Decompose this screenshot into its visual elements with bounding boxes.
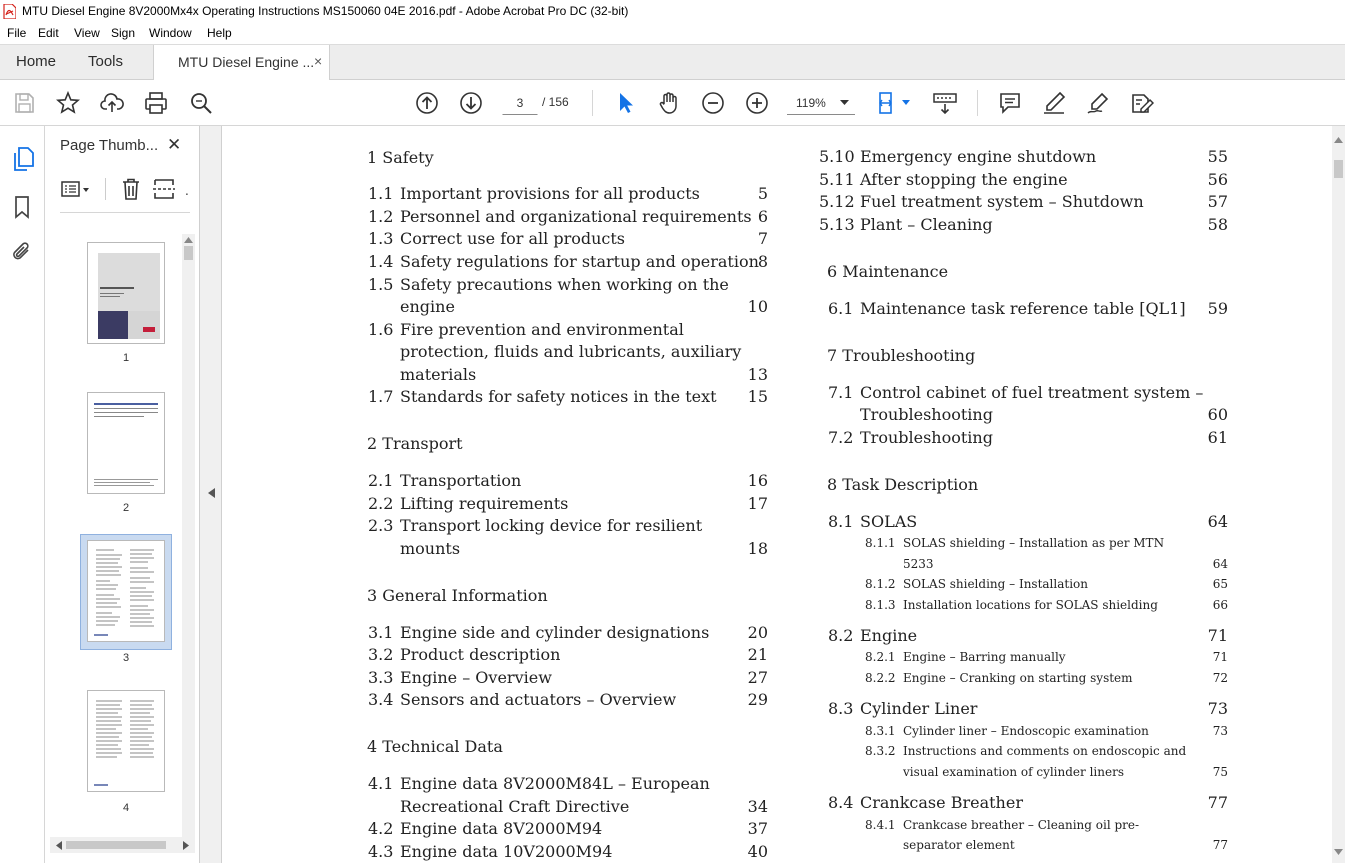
menu-edit[interactable]: Edit [38,26,59,40]
toc-entry-title[interactable]: Fire prevention and environmental [400,320,684,339]
toc-entry-title-continued[interactable]: materials [400,365,477,384]
scroll-right-icon[interactable] [183,841,189,850]
window-title: MTU Diesel Engine 8V2000Mx4x Operating Instructions MS150060 04E 2016.pdf - Adobe Acrobat Pro DC (32-bit) [22,4,629,18]
left-icon-rail [0,126,45,863]
toc-section-title: 1 Safety [367,148,434,167]
save-icon[interactable] [12,91,36,115]
toc-entry-number: 3.3 [368,668,394,687]
toc-subentry-number: 8.1.3 [865,598,896,612]
toc-entry-page[interactable]: 16 [747,471,768,490]
toc-entry-title[interactable]: Emergency engine shutdown [860,147,1097,166]
toc-entry-page[interactable]: 56 [1207,170,1228,189]
close-panel-icon[interactable]: ✕ [167,135,182,155]
toc-subentry-title-continued[interactable]: separator element [903,838,1015,852]
tab-document-label: MTU Diesel Engine ... [178,54,315,70]
toc-entry-page[interactable]: 61 [1207,428,1228,447]
thumbnails-vscrollbar[interactable] [182,234,195,837]
toc-entry-page[interactable]: 7 [757,229,768,248]
toc-subentry-number: 8.1.1 [865,536,896,550]
toc-entry-number: 4.1 [368,774,394,793]
toc-subentry-page[interactable]: 71 [1212,650,1228,664]
menu-window[interactable]: Window [149,26,192,40]
toc-subentry-page[interactable]: 75 [1212,765,1228,779]
toc-entry-number: 6.1 [828,299,854,318]
toc-entry-page[interactable]: 17 [747,494,768,513]
page-total: / 156 [542,95,569,109]
toc-subentry-page[interactable]: 72 [1212,671,1228,685]
page-thumbnail-3[interactable] [87,540,165,642]
toc-entry-number: 7.2 [828,428,854,447]
toc-entry-number: 5.11 [819,170,855,189]
comment-icon[interactable] [998,91,1022,115]
toolbar-divider [592,90,593,116]
toc-subentry-title[interactable]: Cylinder liner – Endoscopic examination [903,724,1149,738]
toc-subentry-title[interactable]: SOLAS shielding – Installation as per MTN [903,536,1165,550]
zoom-out-icon[interactable] [701,91,725,115]
toc-entry-number: 2.1 [368,471,394,490]
toc-subentry-page[interactable]: 77 [1212,838,1228,852]
toc-entry-title[interactable]: Engine – Overview [400,668,552,687]
thumbnail-options-icon[interactable] [61,180,91,198]
toc-entry-title[interactable]: SOLAS [860,512,918,531]
scroll-up-icon[interactable] [1334,137,1343,143]
page-thumbnail-1[interactable] [87,242,165,344]
toc-entry-title[interactable]: Engine side and cylinder designations [400,623,710,642]
toc-entry-number: 1.1 [368,184,394,203]
toc-entry-number: 5.10 [819,147,855,166]
toc-entry-title[interactable]: Engine data 10V2000M94 [400,842,613,861]
toc-entry-number: 8.2 [828,626,854,645]
toc-entry-page[interactable]: 15 [747,387,768,406]
toc-entry-title[interactable]: Cylinder Liner [860,699,978,718]
toc-subentry-title[interactable]: SOLAS shielding – Installation [903,577,1088,591]
hand-icon[interactable] [657,91,681,115]
toc-entry-title[interactable]: Troubleshooting [860,428,993,447]
sign-icon[interactable] [1086,91,1110,115]
thumbnails-title: Page Thumb... [60,137,159,154]
toc-entry-title[interactable]: Control cabinet of fuel treatment system – [860,383,1204,402]
panel-divider [105,178,106,200]
page-thumbnails-icon[interactable] [11,146,35,172]
highlight-icon[interactable] [1042,91,1066,115]
toc-entry-number: 5.13 [819,215,855,234]
toc-entry-number: 3.4 [368,690,394,709]
toc-subentry-title[interactable]: Engine – Barring manually [903,650,1066,664]
toc-entry-title[interactable]: Correct use for all products [400,229,626,248]
thumbnail-4-content [88,691,164,791]
page-thumbnail-4[interactable] [87,690,165,792]
title-bar [0,0,1345,24]
tab-home[interactable]: Home [16,53,57,70]
print-icon[interactable] [144,91,168,115]
toc-entry-title[interactable]: Crankcase Breather [860,793,1023,812]
thumbnail-label-1: 1 [122,352,130,364]
toc-entry-page[interactable]: 73 [1207,699,1228,718]
fit-page-icon[interactable] [876,91,900,115]
toc-entry-title[interactable]: Important provisions for all products [400,184,700,203]
toc-entry-page[interactable]: 13 [747,365,768,384]
toc-section-title: 2 Transport [367,434,463,453]
toc-subentry-number: 8.4.1 [865,818,896,832]
toc-subentry-number: 8.1.2 [865,577,896,591]
toc-entry-title-continued[interactable]: Recreational Craft Directive [400,797,630,816]
menu-sign[interactable]: Sign [111,26,136,40]
toc-entry-page[interactable]: 34 [747,797,768,816]
toc-entry-title[interactable]: Lifting requirements [400,494,569,513]
tab-document[interactable] [153,45,330,81]
toc-section-title: 7 Troubleshooting [827,346,976,365]
panel-splitter[interactable] [200,126,222,863]
toc-entry-number: 7.1 [828,383,854,402]
toc-entry-page[interactable]: 5 [757,184,768,203]
toc-subentry-title[interactable]: Crankcase breather – Cleaning oil pre- [903,818,1140,832]
toc-entry-title-continued[interactable]: engine [400,297,455,316]
toc-entry-page[interactable]: 77 [1207,793,1228,812]
menu-help[interactable]: Help [207,26,232,40]
toc-subentry-number: 8.3.2 [865,744,896,758]
menu-file[interactable]: File [7,26,27,40]
toc-entry-page[interactable]: 18 [747,539,768,558]
toc-entry-number: 3.1 [368,623,394,642]
upload-icon[interactable] [100,91,124,115]
toc-entry-number: 1.5 [368,275,394,294]
document-view[interactable] [222,126,1332,863]
toc-entry-number: 1.6 [368,320,394,339]
toc-entry-page[interactable]: 58 [1207,215,1228,234]
toc-section-title: 3 General Information [367,586,548,605]
toc-subentry-title[interactable]: Installation locations for SOLAS shielding [903,598,1158,612]
toc-subentry-number: 8.2.1 [865,650,896,664]
page-number-input[interactable]: 3 [502,91,538,115]
toc-entry-number: 1.3 [368,229,394,248]
toc-section-title: 8 Task Description [827,475,979,494]
toc-entry-page[interactable]: 37 [747,819,768,838]
scroll-mode-icon[interactable] [933,91,957,115]
toc-entry-title[interactable]: Fuel treatment system – Shutdown [860,192,1144,211]
toc-entry-page[interactable]: 40 [747,842,768,861]
toc-entry-number: 8.1 [828,512,854,531]
toc-entry-page[interactable]: 60 [1207,405,1228,424]
toc-entry-page[interactable]: 27 [747,668,768,687]
toc-entry-title[interactable]: Standards for safety notices in the text [400,387,717,406]
toc-subentry-title[interactable]: Instructions and comments on endoscopic and [903,744,1187,758]
chevron-down-icon [840,100,849,106]
scroll-down-icon[interactable] [1334,849,1343,855]
scroll-up-icon[interactable] [184,237,193,243]
collapse-panel-icon[interactable] [208,488,215,498]
thumbnail-label-3: 3 [122,652,130,664]
thumbnails-scroll-thumb[interactable] [184,246,193,260]
toc-subentry-number: 8.3.1 [865,724,896,738]
zoom-search-icon[interactable] [189,91,213,115]
toc-subentry-title[interactable]: Engine – Cranking on starting system [903,671,1133,685]
toc-subentry-page[interactable]: 66 [1212,598,1228,612]
delete-page-icon[interactable] [121,178,141,200]
edit-pdf-icon[interactable] [1130,91,1154,115]
acrobat-icon [3,4,16,19]
toc-entry-page[interactable]: 8 [757,252,768,271]
toc-entry-number: 2.2 [368,494,394,513]
document-scroll-thumb[interactable] [1334,160,1343,178]
toc-entry-number: 8.3 [828,699,854,718]
toc-entry-title[interactable]: Safety precautions when working on the [400,275,729,294]
select-arrow-icon[interactable] [614,91,638,115]
toc-entry-page[interactable]: 29 [747,690,768,709]
toc-subentry-page[interactable]: 65 [1212,577,1228,591]
toc-entry-number: 1.4 [368,252,394,271]
toc-entry-page[interactable]: 64 [1207,512,1228,531]
bookmarks-icon[interactable] [13,195,31,219]
zoom-value: 119% [796,96,826,110]
toc-subentry-title-continued[interactable]: visual examination of cylinder liners [903,765,1124,779]
toc-entry-title[interactable]: Engine [860,626,918,645]
toc-entry-title[interactable]: Transport locking device for resilient [400,516,703,535]
menu-bar [0,24,1345,44]
toc-subentry-number: 8.2.2 [865,671,896,685]
close-tab-icon[interactable]: × [314,53,323,69]
toc-entry-page[interactable]: 59 [1207,299,1228,318]
toc-entry-title-continued[interactable]: mounts [400,539,461,558]
toc-entry-page[interactable]: 6 [757,207,768,226]
toc-entry-title[interactable]: After stopping the engine [860,170,1068,189]
toc-entry-title[interactable]: Engine data 8V2000M94 [400,819,603,838]
toc-entry-number: 1.2 [368,207,394,226]
toc-subentry-page[interactable]: 73 [1212,724,1228,738]
toc-entry-number: 3.2 [368,645,394,664]
thumbnail-3-content [88,541,164,641]
page-thumbnail-2[interactable] [87,392,165,494]
toc-entry-title[interactable]: Safety regulations for startup and operation [400,252,759,271]
menu-view[interactable]: View [74,26,100,40]
toc-entry-page[interactable]: 21 [747,645,768,664]
scroll-left-icon[interactable] [56,841,62,850]
toc-entry-title-continued[interactable]: protection, fluids and lubricants, auxiliary [400,342,742,361]
bookmark-star-icon[interactable] [56,91,80,115]
toc-entry-title[interactable]: Personnel and organizational requirements [400,207,752,226]
toc-entry-number: 8.4 [828,793,854,812]
toc-entry-title[interactable]: Plant – Cleaning [860,215,993,234]
toc-entry-title[interactable]: Sensors and actuators – Overview [400,690,677,709]
fit-page-dropdown-icon[interactable] [902,100,910,105]
toolbar [0,80,1345,126]
toc-entry-page[interactable]: 55 [1207,147,1228,166]
tab-bar [0,44,1345,80]
toc-entry-number: 4.2 [368,819,394,838]
thumbnails-hscrollbar[interactable] [50,837,195,853]
toc-section-title: 6 Maintenance [827,262,949,281]
toc-entry-page[interactable]: 71 [1207,626,1228,645]
thumbnail-label-2: 2 [122,502,130,514]
toc-subentry-title-continued[interactable]: 5233 [903,557,934,571]
attachments-icon[interactable] [11,240,33,264]
zoom-in-icon[interactable] [745,91,769,115]
toc-section-title: 4 Technical Data [367,737,503,756]
thumbnails-panel: Page Thumb... ✕ . 1 2 3 4 [45,126,200,863]
tab-tools[interactable]: Tools [88,53,124,70]
page-up-icon[interactable] [415,91,439,115]
toc-entry-number: 4.3 [368,842,394,861]
toc-entry-number: 1.7 [368,387,394,406]
extract-pages-icon[interactable] [153,178,175,200]
toc-entry-title[interactable]: Maintenance task reference table [QL1] [860,299,1186,318]
toc-entry-page[interactable]: 20 [747,623,768,642]
document-vscrollbar[interactable] [1332,126,1345,863]
toc-entry-number: 2.3 [368,516,394,535]
panel-divider [60,212,190,213]
page-down-icon[interactable] [459,91,483,115]
toc-entry-page[interactable]: 10 [747,297,768,316]
thumbnails-hscroll-thumb[interactable] [66,841,166,849]
toc-entry-title[interactable]: Transportation [400,471,522,490]
toc-entry-title-continued[interactable]: Troubleshooting [860,405,993,424]
zoom-select[interactable] [787,91,855,115]
toolbar-divider [977,90,978,116]
thumbnail-label-4: 4 [122,802,130,814]
toc-entry-number: 5.12 [819,192,855,211]
toc-entry-title[interactable]: Product description [400,645,561,664]
toc-entry-title[interactable]: Engine data 8V2000M84L – European [400,774,710,793]
toc-entry-page[interactable]: 57 [1207,192,1228,211]
toc-subentry-page[interactable]: 64 [1212,557,1228,571]
